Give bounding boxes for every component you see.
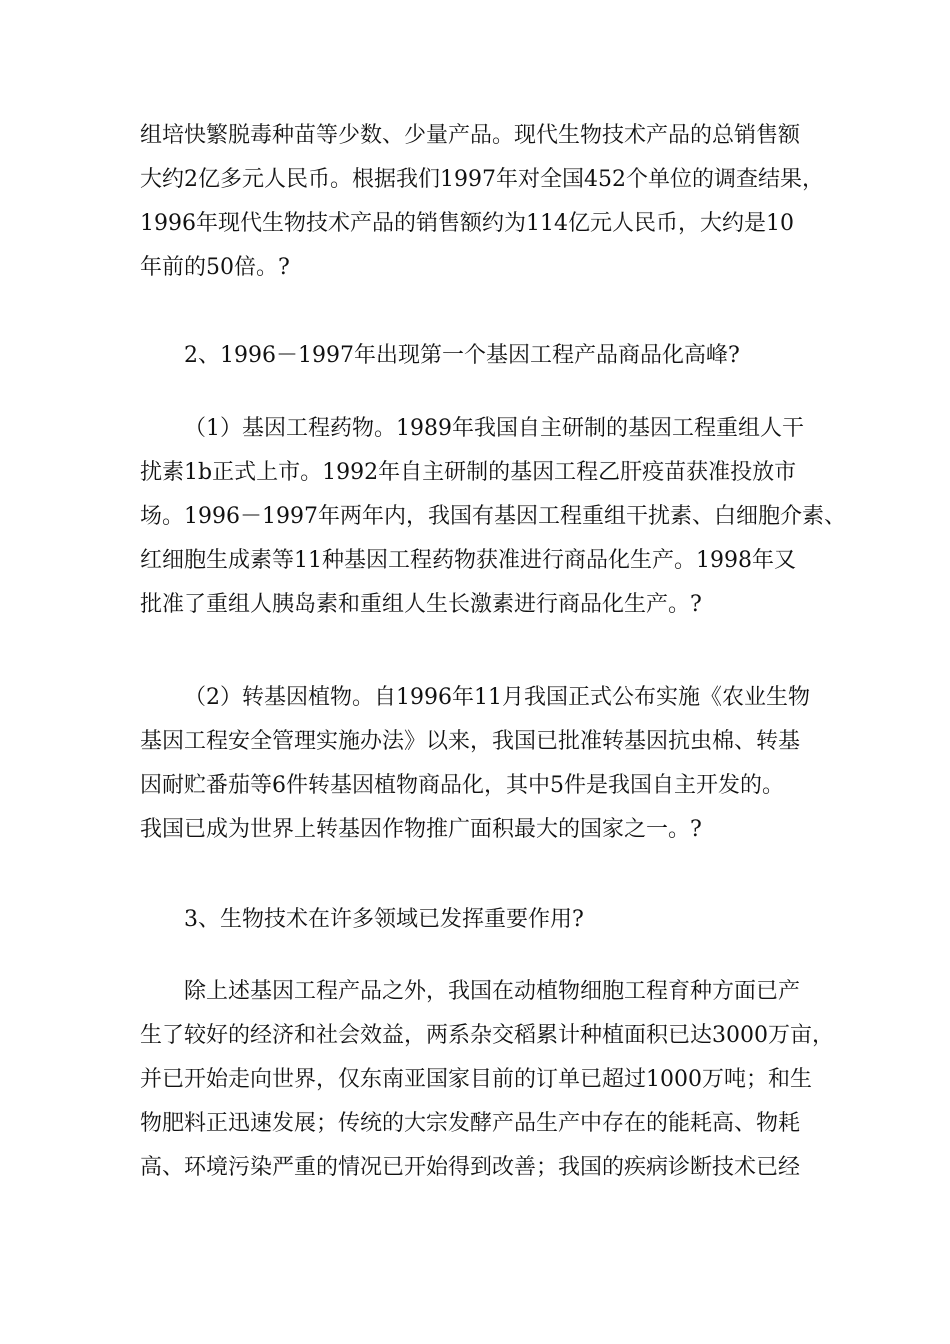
text-line: 大约2亿多元人民币。根据我们1997年对全国452个单位的调查结果， [140, 167, 824, 192]
section-heading: 2、1996－1997年出现第一个基因工程产品商品化高峰? [184, 343, 740, 368]
text-line: 年前的50倍。? [140, 255, 290, 280]
text-line: （2）转基因植物。自1996年11月我国正式公布实施《农业生物 [184, 685, 810, 710]
text-line: 高、环境污染严重的情况已开始得到改善；我国的疾病诊断技术已经 [140, 1155, 801, 1180]
paragraph-other-fields [140, 970, 834, 1190]
paragraph-heading-3 [140, 898, 830, 942]
text-line: 除上述基因工程产品之外，我国在动植物细胞工程育种方面已产 [184, 979, 801, 1004]
text-line: 物肥料正迅速发展；传统的大宗发酵产品生产中存在的能耗高、物耗 [140, 1111, 801, 1136]
text-line: 1996年现代生物技术产品的销售额约为114亿元人民币，大约是10 [140, 211, 794, 236]
paragraph-gm-plants [140, 676, 830, 852]
text-line: 红细胞生成素等11种基因工程药物获准进行商品化生产。1998年又 [140, 548, 796, 573]
paragraph-heading-2 [140, 334, 830, 378]
text-line: 扰素1b正式上市。1992年自主研制的基因工程乙肝疫苗获准投放市 [140, 460, 797, 485]
text-line: 我国已成为世界上转基因作物推广面积最大的国家之一。? [140, 817, 702, 842]
paragraph-gene-drugs [140, 407, 846, 627]
section-heading: 3、生物技术在许多领域已发挥重要作用? [184, 907, 584, 932]
text-line: （1）基因工程药物。1989年我国自主研制的基因工程重组人干 [184, 416, 804, 441]
text-line: 并已开始走向世界，仅东南亚国家目前的订单已超过1000万吨；和生 [140, 1067, 812, 1092]
text-line: 批准了重组人胰岛素和重组人生长激素进行商品化生产。? [140, 592, 702, 617]
paragraph-sales-overview [140, 114, 830, 290]
text-line: 基因工程安全管理实施办法》以来，我国已批准转基因抗虫棉、转基 [140, 729, 801, 754]
text-line: 场。1996－1997年两年内，我国有基因工程重组干扰素、白细胞介素、 [140, 504, 846, 529]
text-line: 因耐贮番茄等6件转基因植物商品化，其中5件是我国自主开发的。 [140, 773, 784, 798]
text-line: 生了较好的经济和社会效益，两系杂交稻累计种植面积已达3000万亩， [140, 1023, 834, 1048]
text-line: 组培快繁脱毒种苗等少数、少量产品。现代生物技术产品的总销售额 [140, 123, 801, 148]
